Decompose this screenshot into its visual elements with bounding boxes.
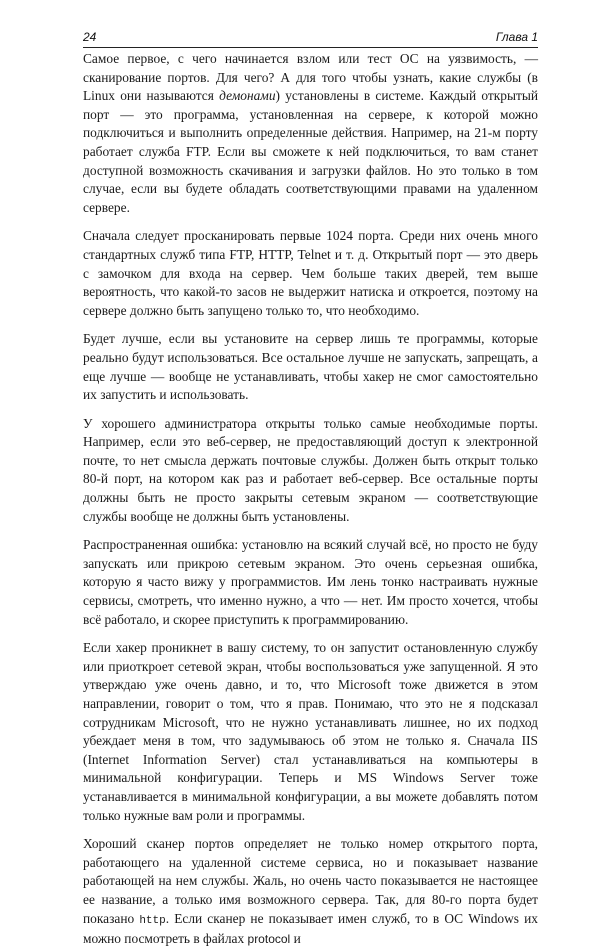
running-head xyxy=(83,30,538,44)
file-name-protocol: protocol xyxy=(247,932,291,947)
inline-code-http: http xyxy=(139,914,166,927)
chapter-title: Глава 1 xyxy=(495,30,538,44)
emphasis-daemons: демонами xyxy=(219,88,276,104)
paragraph-2: Сначала следует просканировать первые 1024 порта. Среди них очень много стандартных служб типа FTP, HTTP, Telnet и т. д. Открытый порт — это дверь с замочком для входа на сервер. Чем больше таких дверей, тем выше вероятность, что какой-то засов не выдержит натиска и откроется, поэтому на сервере должно быть запущено только то, что необходимо. xyxy=(83,228,538,318)
header-rule xyxy=(83,47,538,48)
paragraph-1: Самое первое, с чего начинается взлом или тест ОС на уязвимость, — сканирование портов. Для чего? А для того чтобы узнать, какие службы (в Linux они называются демонами) установлены в системе. Каждый открытый порт — это программа, установленная на сервере, к которой можно подключиться и выполнить определенные действия. Например, на 21-м порту работает служба FTP. Если вы сможете к ней подключиться, то вам станет доступной возможность скачивания и загрузки файлов. Но это только в том случае, если вы будете обладать соответствующими правами на удаленном сервере. xyxy=(83,51,538,215)
paragraph-4: У хорошего администратора открыты только самые необходимые порты. Например, если это веб-сервер, не предоставляющий доступ к электронной почте, то нет смысла держать почтовые службы. Должен быть открыт только 80-й порт, на котором как раз и работает веб-сервер. Все остальные порты должны быть не просто закрыты сетевым экраном — соответствующие службы вообще не должны быть установлены. xyxy=(83,415,538,524)
body-text xyxy=(83,50,538,949)
paragraph-7: Хороший сканер портов определяет не только номер открытого порта, работающего на удаленной системе сервиса, но и показывает название работающей на нем службы. Жаль, но очень часто показывается не настоящее ее название, а только имя возможного сервера. Так, для 80-го порта будет показано http. Если сканер не показывает имен служб, то в ОС Windows их можно посмотреть в файлах protocol и xyxy=(83,836,538,947)
page-number: 24 xyxy=(83,30,97,44)
paragraph-3: Будет лучше, если вы установите на сервер лишь те программы, которые реально будут использоваться. Все остальное лучше не запускать, запрещать, а еще лучше — вообще не устанавливать, чтобы хакер не смог самостоятельно их запустить и использовать. xyxy=(83,331,538,403)
paragraph-5: Распространенная ошибка: установлю на всякий случай всё, но просто не буду запускать или прикрою сетевым экраном. Это очень серьезная ошибка, которую я часто вижу у программистов. Им лень тонко настраивать нужные сервисы, смотреть, что именно нужно, а что — нет. Им просто хочется, чтобы всё работало, и скорее приступить к программированию. xyxy=(83,537,538,627)
paragraph-6: Если хакер проникнет в вашу систему, то он запустит остановленную службу или приоткроет сетевой экран, чтобы воспользоваться уже запущенной. Я это утверждаю уже очень давно, и то, что Microsoft тоже движется в этом направлении, говорит о том, что я прав. Понимаю, что это не я подсказал сотрудникам Microsoft, что не нужно устанавливать лишнее, но их подход убеждает меня в том, что задумываюсь об этом не только я. Сначала IIS (Internet Information Server) стал устанавливаться на компьютеры в минимальной конфигурации. Теперь и MS Windows Server тоже устанавливается в минимальной конфигурации, а вы можете добавлять потом только нужные вам роли и программы. xyxy=(83,640,538,823)
